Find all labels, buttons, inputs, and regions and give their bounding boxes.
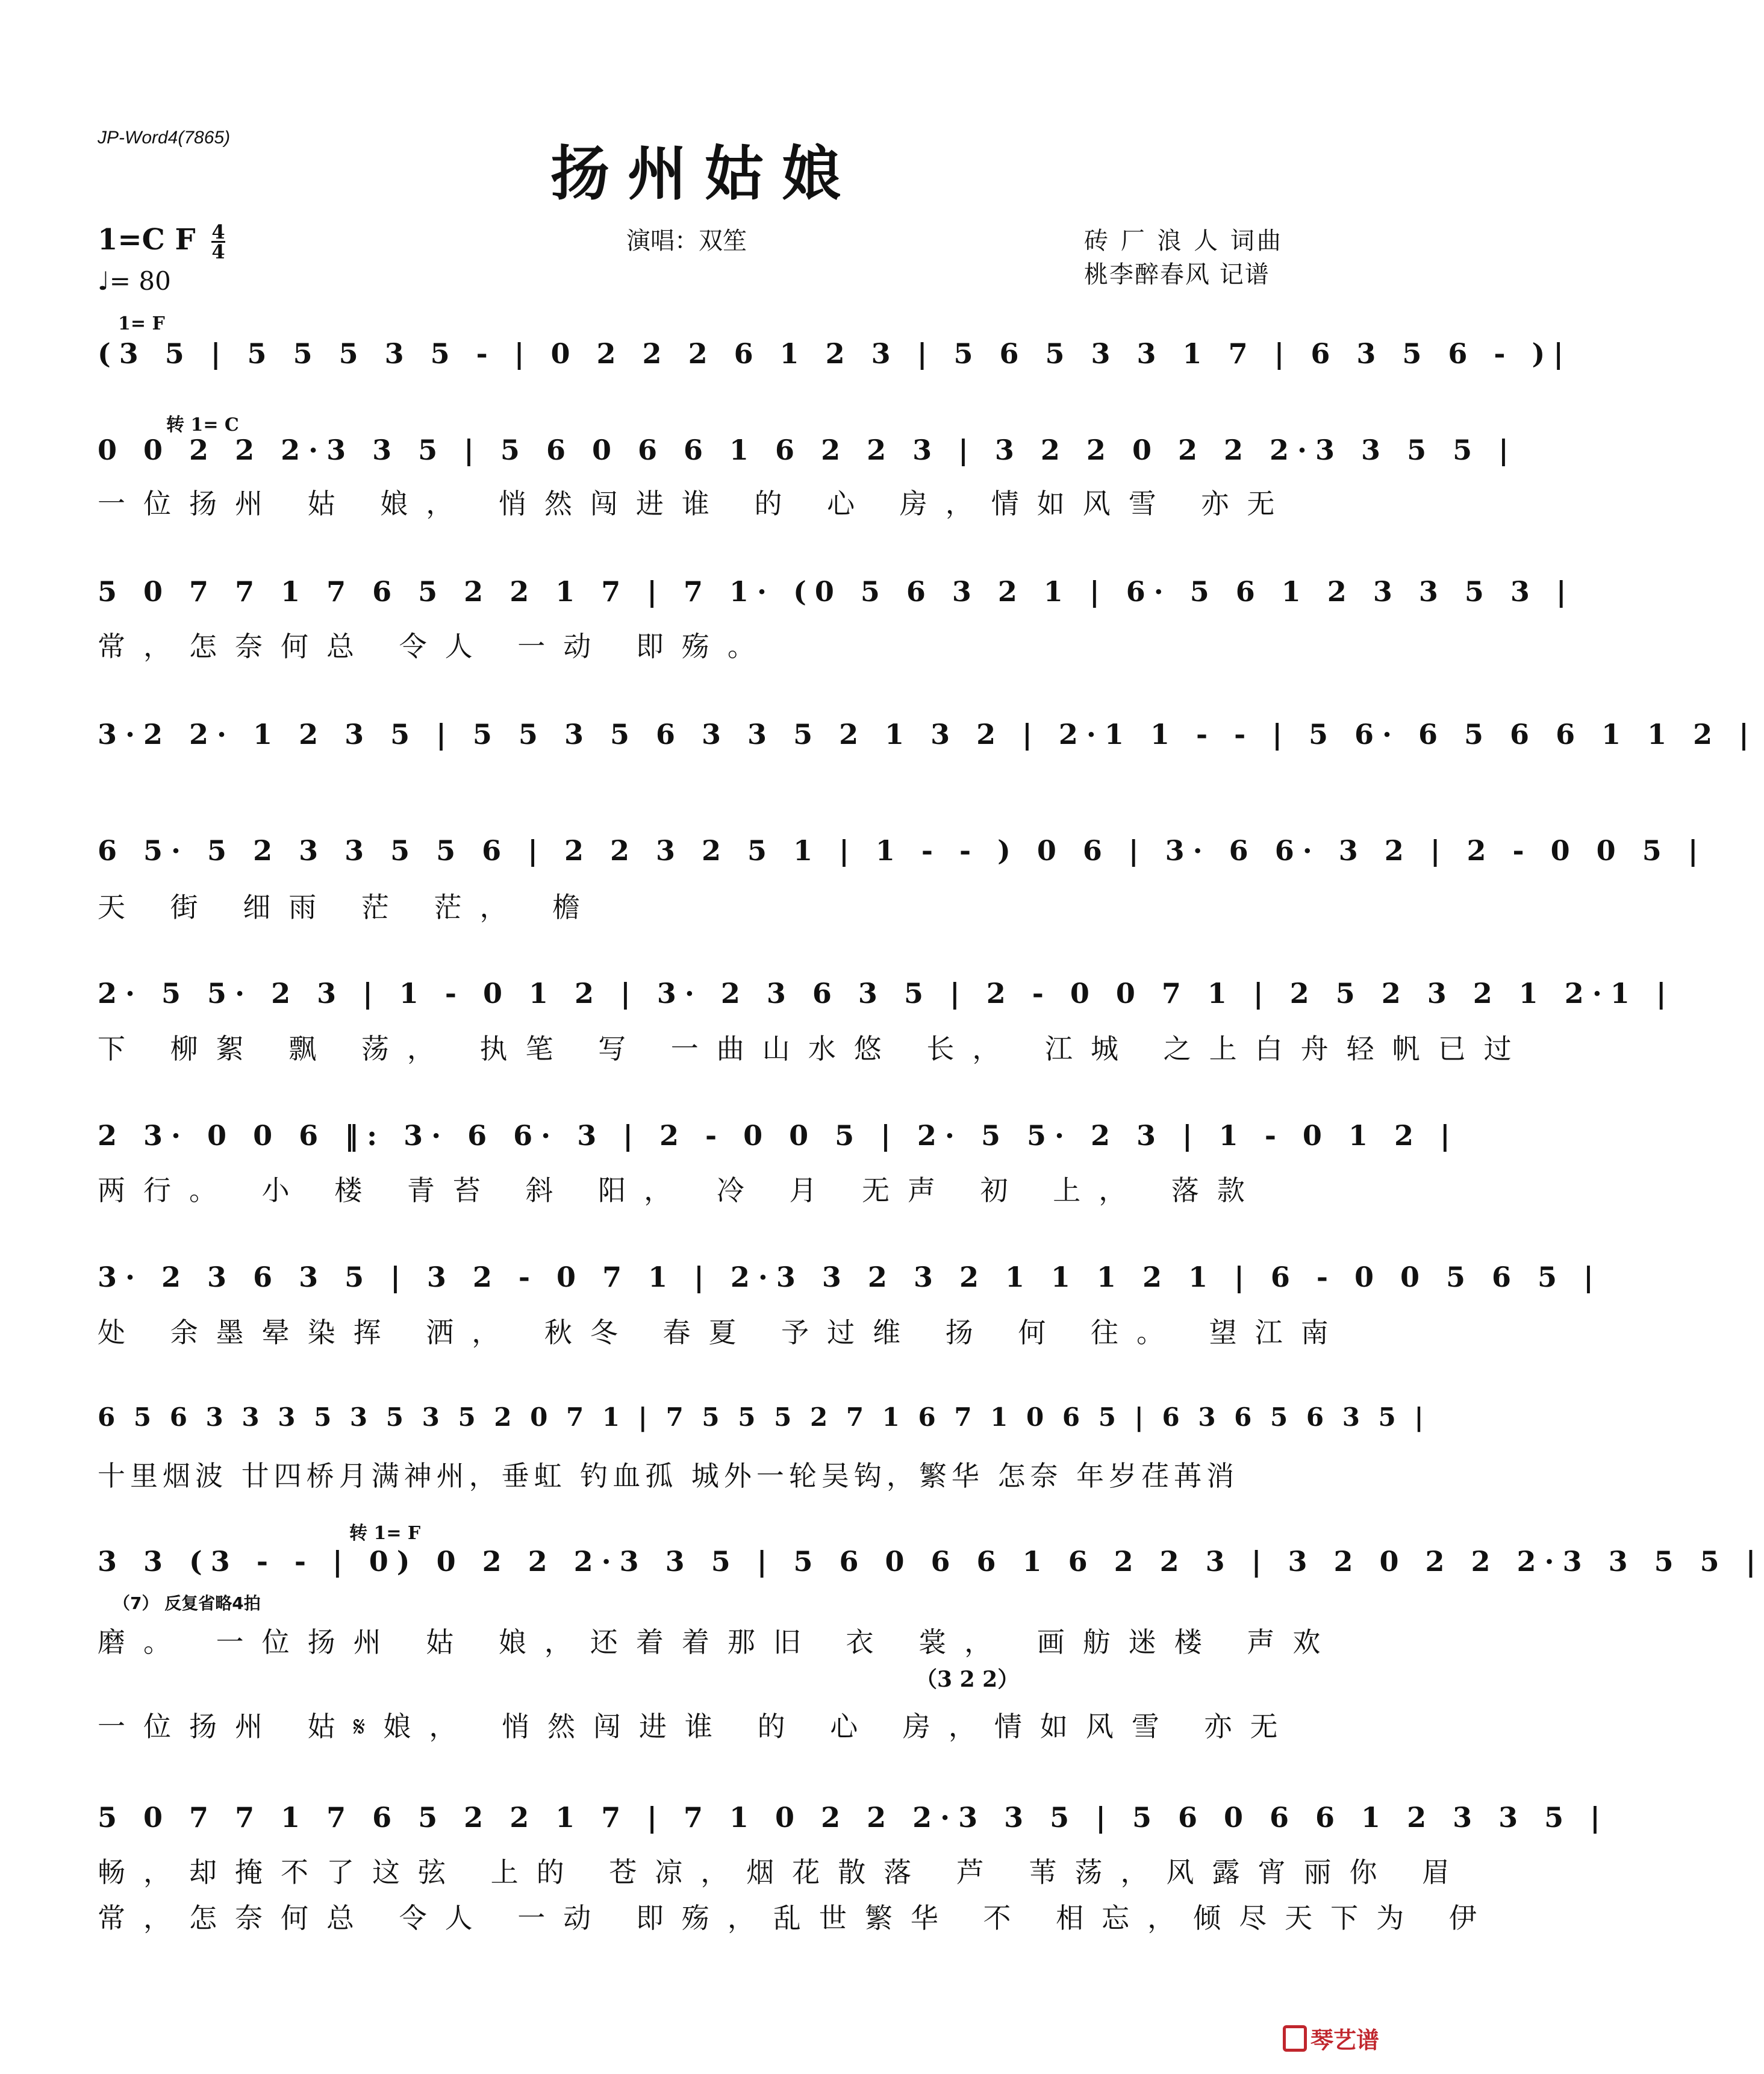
time-sig-bottom: 4 <box>211 240 225 263</box>
lyric-line: 一位扬州 姑𝄋娘， 悄然闯进谁 的 心 房，情如风雪 亦无 <box>98 1710 1296 1743</box>
tempo-marking: ♩= 80 <box>98 266 171 296</box>
watermark-logo <box>1283 2022 1379 2055</box>
notation-line: (3 5 | 5 5 5 3 5 - | 0 2 2 2 6 1 2 3 | 5 6 5 3 3 1 7 | 6 3 5 6 - )| <box>98 337 1572 370</box>
alt-notes: （3 2 2） <box>915 1667 1020 1692</box>
song-title: 扬州姑娘 <box>550 139 859 208</box>
notation-line: 3· 2 3 6 3 5 | 3 2 - 0 7 1 | 2·3 3 2 3 2 1 1 1 2 1 | 6 - 0 0 5 6 5 | <box>98 1261 1602 1293</box>
time-sig-top: 4 <box>211 220 225 243</box>
software-label: JP-Word4(7865) <box>98 128 231 148</box>
key-change-annotation: 转 1= F <box>349 1523 421 1544</box>
notation-line: 3 3 (3 - - | 0) 0 2 2 2·3 3 5 | 5 6 0 6 6 1 6 2 2 3 | 3 2 0 2 2 2·3 3 5 5 | <box>98 1545 1764 1578</box>
lyric-line: 两行。 小 楼 青苔 斜 阳， 冷 月 无声 初 上， 落款 <box>98 1174 1263 1207</box>
lyric-line: 一位扬州 姑 娘， 悄然闯进谁 的 心 房，情如风雪 亦无 <box>98 487 1293 520</box>
key-text: 1=C F <box>98 223 196 257</box>
lyric-line: 下 柳絮 飘 荡， 执笔 写 一曲山水悠 长， 江城 之上白舟轻帆已过 <box>98 1032 1530 1065</box>
logo-icon <box>1283 2025 1307 2052</box>
time-signature <box>211 220 225 263</box>
notation-line: 2· 5 5· 2 3 | 1 - 0 1 2 | 3· 2 3 6 3 5 | 2 - 0 0 7 1 | 2 5 2 3 2 1 2·1 | <box>98 977 1675 1010</box>
lyric-line: 十里烟波 廿四桥月满神州，垂虹 钓血孤 城外一轮吴钩，繁华 怎奈 年岁荏苒消 <box>98 1460 1239 1492</box>
notation-line: 5 0 7 7 1 7 6 5 2 2 1 7 | 7 1· (0 5 6 3 2 1 | 6· 5 6 1 2 3 3 5 3 | <box>98 575 1575 608</box>
lyrics-music-credit: 砖 厂 浪 人 词曲 <box>1084 227 1283 255</box>
notation-line: 2 3· 0 0 6 ‖: 3· 6 6· 3 | 2 - 0 0 5 | 2· 5 5· 2 3 | 1 - 0 1 2 | <box>98 1119 1459 1152</box>
key-change-annotation: 转 1= C <box>166 414 239 436</box>
repeat-note: （7） 反复省略4拍 <box>113 1593 261 1613</box>
lyric-line: 常，怎奈何总 令人 一动 即殇。 <box>98 630 773 663</box>
notation-line: 5 0 7 7 1 7 6 5 2 2 1 7 | 7 1 0 2 2 2·3 3 5 | 5 6 0 6 6 1 2 3 3 5 | <box>98 1801 1609 1834</box>
lyric-line: 畅，却掩不了这弦 上的 苍凉，烟花散落 芦 苇荡，风露宵丽你 眉 <box>98 1856 1468 1888</box>
notation-line: 6 5 6 3 3 3 5 3 5 3 5 2 0 7 1 | 7 5 5 5 2 7 1 6 7 1 0 6 5 | 6 3 6 5 6 3 5 | <box>98 1402 1429 1432</box>
lyric-line: 磨。 一位扬州 姑 娘，还着着那旧 衣 裳， 画舫迷楼 声欢 <box>98 1626 1339 1658</box>
lyric-line: 天 街 细雨 茫 茫， 檐 <box>98 891 599 923</box>
singer-credit: 演唱：双笙 <box>626 227 747 255</box>
lyric-line: 常，怎奈何总 令人 一动 即殇，乱世繁华 不 相忘，倾尽天下为 伊 <box>98 1902 1495 1934</box>
notation-line: 0 0 2 2 2·3 3 5 | 5 6 0 6 6 1 6 2 2 3 | 3 2 2 0 2 2 2·3 3 5 5 | <box>98 434 1517 466</box>
watermark-text: 琴艺谱 <box>1310 2027 1379 2054</box>
lyric-line: 处 余墨晕染挥 洒， 秋冬 春夏 予过维 扬 何 往。 望江南 <box>98 1316 1347 1349</box>
transcriber-credit: 桃李醉春风 记谱 <box>1084 261 1270 289</box>
notation-line: 6 5· 5 2 3 3 5 5 6 | 2 2 3 2 5 1 | 1 - - ) 0 6 | 3· 6 6· 3 2 | 2 - 0 0 5 | <box>98 834 1707 867</box>
staff-4 <box>98 718 1757 784</box>
staff-10 <box>98 1545 1764 1611</box>
notation-line: 3·2 2· 1 2 3 5 | 5 5 3 5 6 3 3 5 2 1 3 2 | 2·1 1 - - | 5 6· 6 5 6 6 1 1 2 | <box>98 718 1757 751</box>
staff-1 <box>98 337 1572 404</box>
key-change-annotation: 1= F <box>118 313 165 334</box>
key-signature <box>98 220 225 263</box>
